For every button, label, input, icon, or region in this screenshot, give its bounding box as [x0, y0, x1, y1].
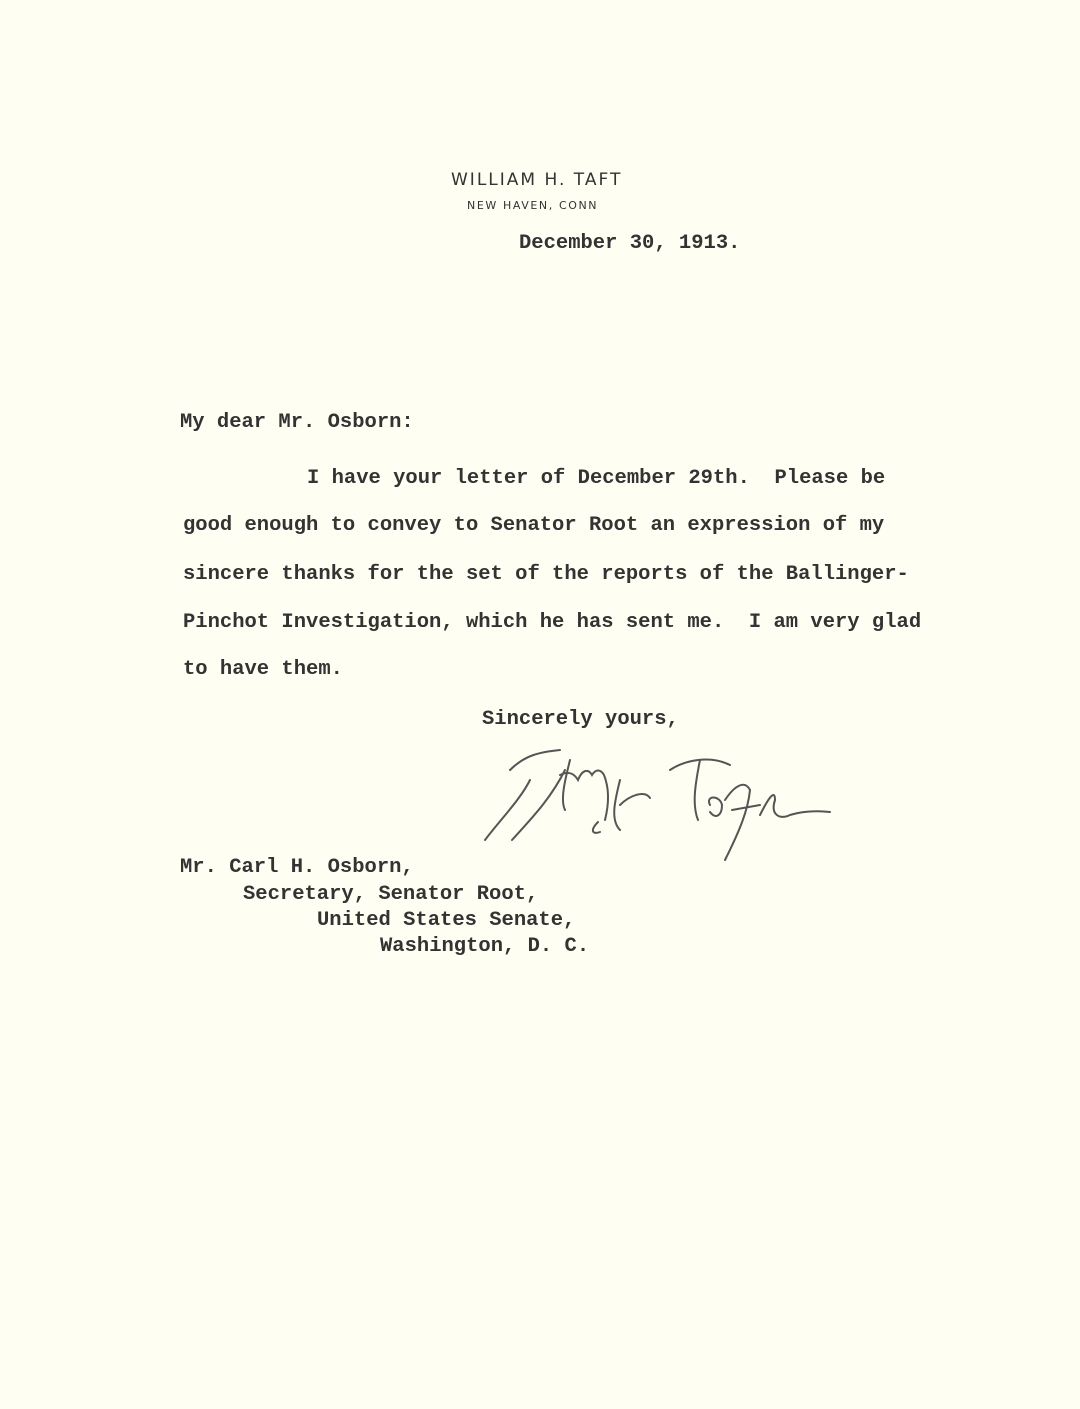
letterhead-name: WILLIAM H. TAFT [451, 170, 623, 190]
letterhead-location: NEW HAVEN, CONN [467, 199, 599, 212]
body-line: sincere thanks for the set of the reports of the Ballinger- [183, 563, 909, 586]
body-line: good enough to convey to Senator Root an expression of my [183, 514, 885, 537]
salutation: My dear Mr. Osborn: [180, 411, 414, 434]
signature [470, 740, 850, 870]
letter-date: December 30, 1913. [519, 232, 741, 255]
closing: Sincerely yours, [482, 708, 679, 731]
address-line: United States Senate, [317, 909, 576, 932]
body-line: Pinchot Investigation, which he has sent me. I am very glad [183, 611, 922, 634]
address-line: Mr. Carl H. Osborn, [180, 856, 414, 879]
address-line: Secretary, Senator Root, [243, 883, 539, 906]
body-line: I have your letter of December 29th. Please be [307, 467, 886, 490]
body-line: to have them. [183, 658, 343, 681]
address-line: Washington, D. C. [380, 935, 590, 958]
